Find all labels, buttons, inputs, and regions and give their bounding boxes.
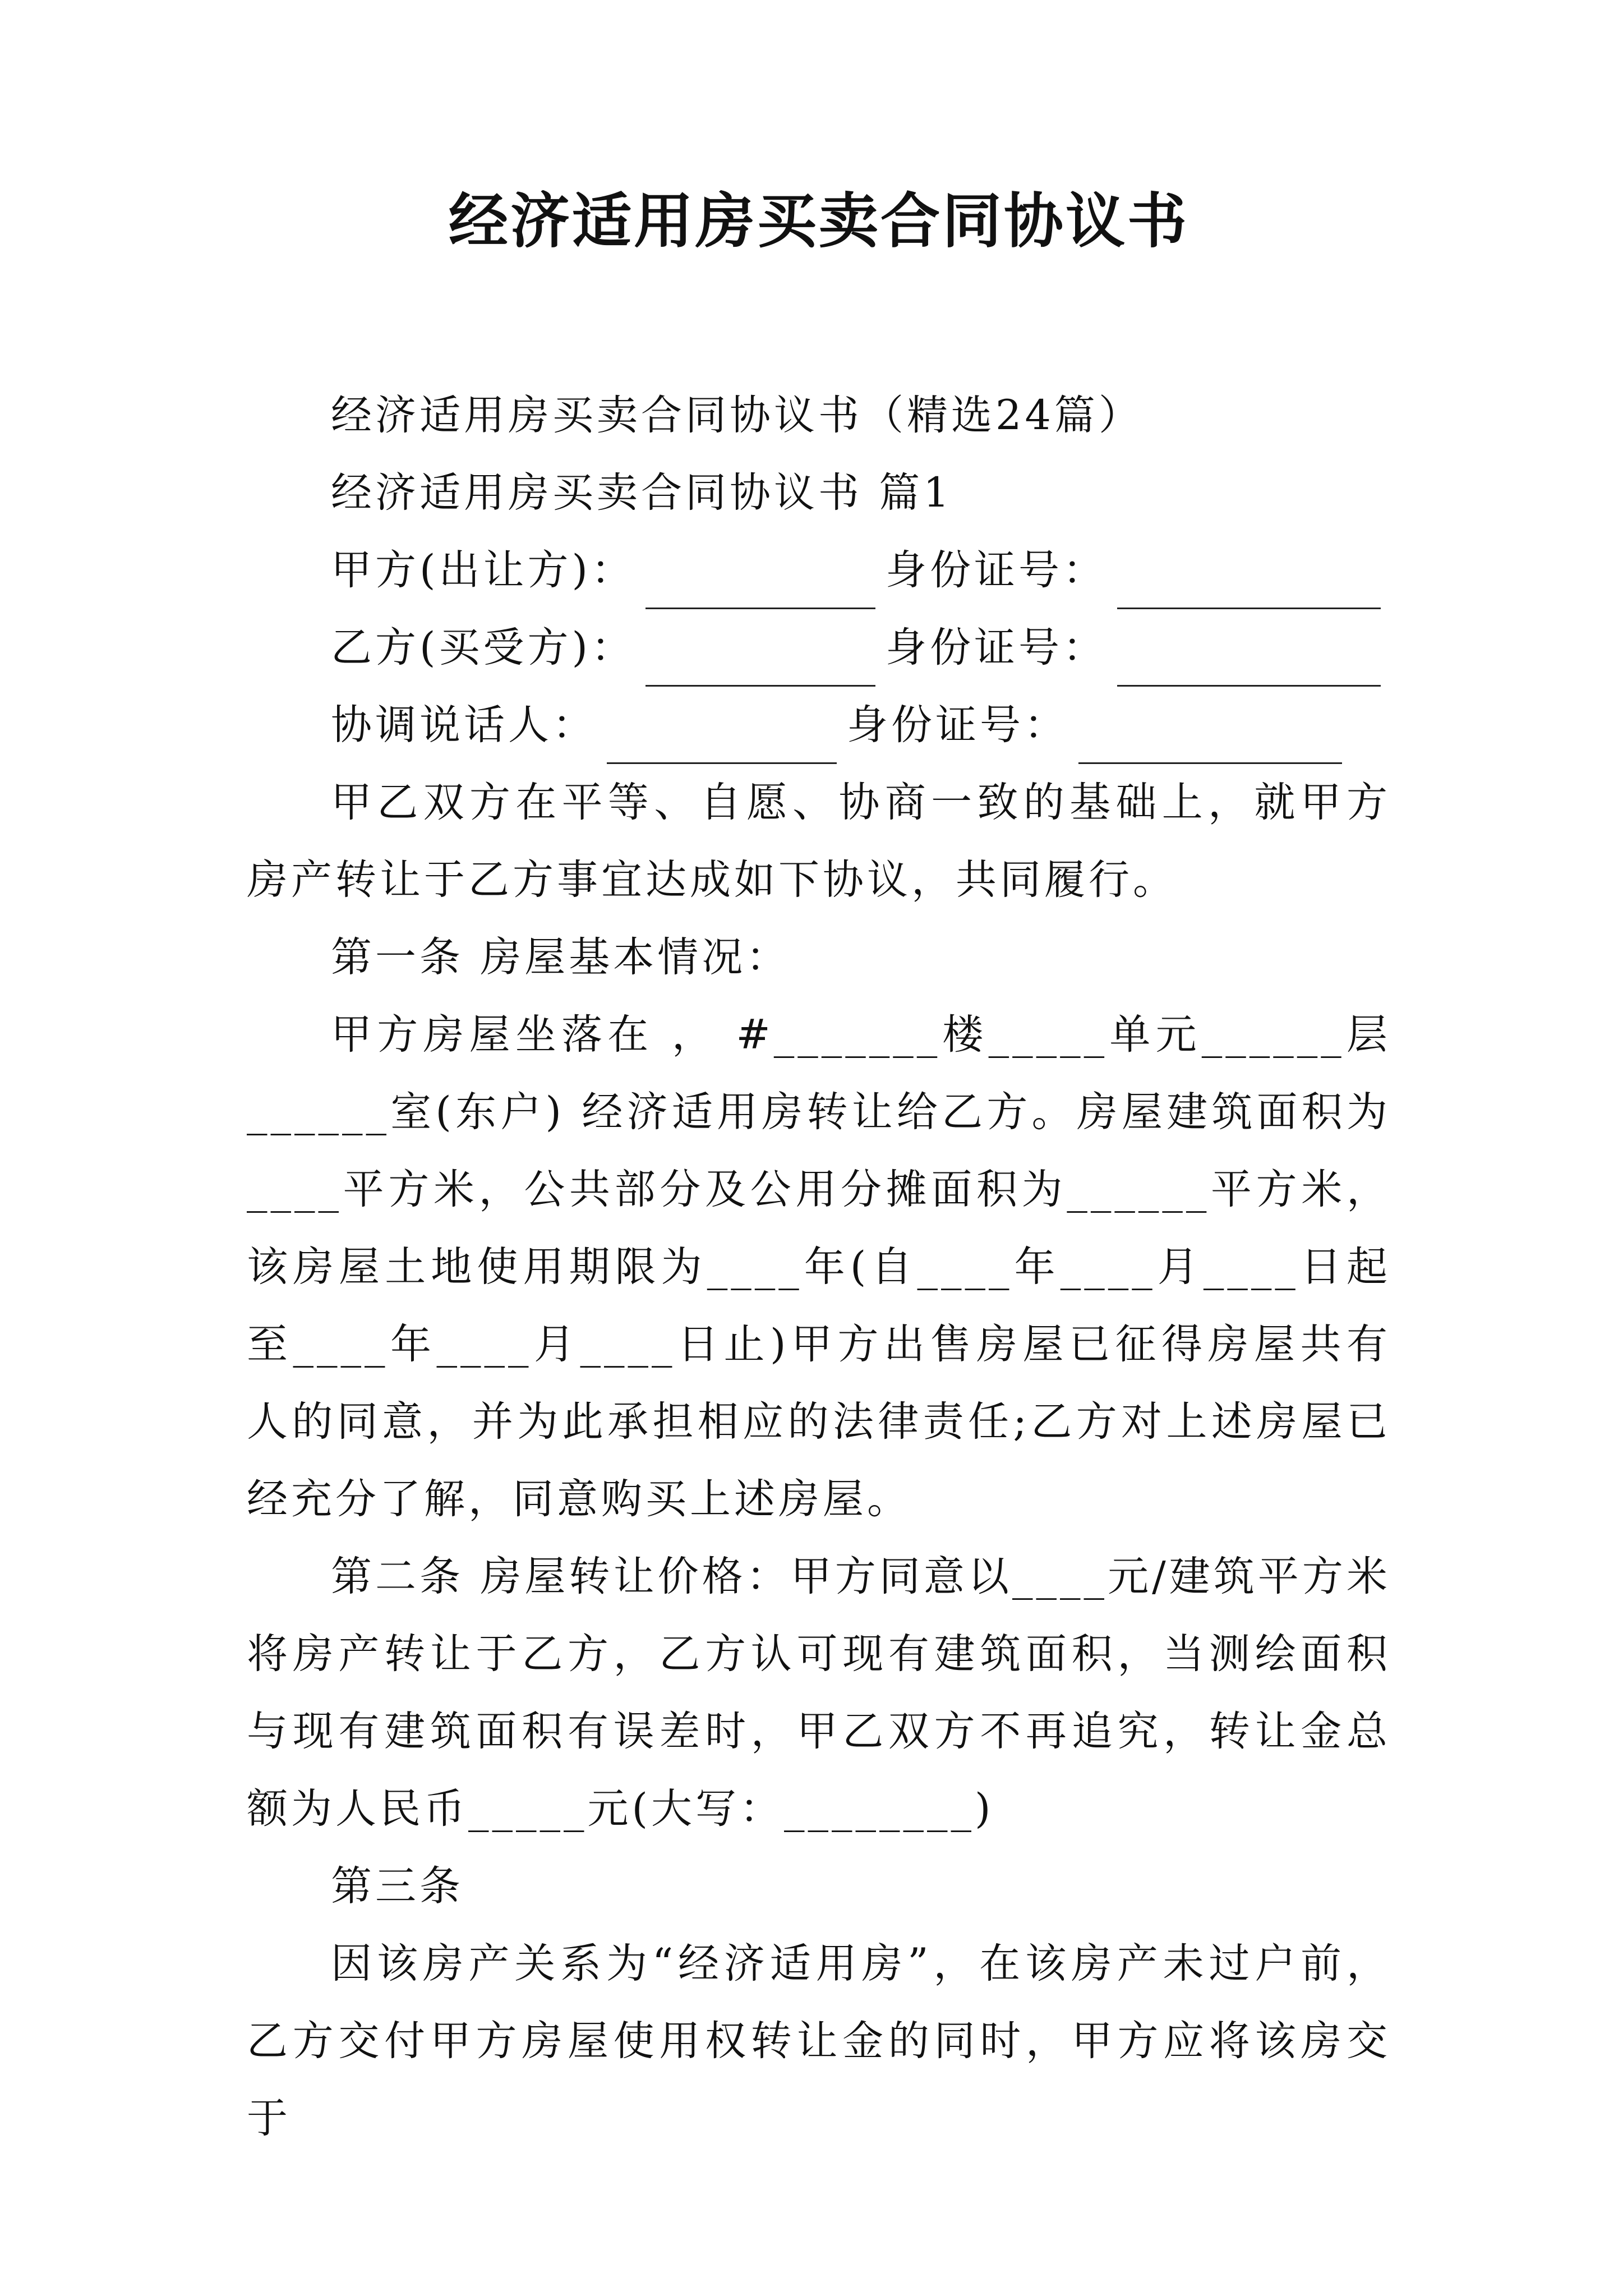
document-title: 经济适用房买卖合同协议书: [449, 186, 1189, 256]
party-b-id-label: 身份证号：: [885, 624, 1107, 672]
mediator-label: 协调说话人：: [331, 701, 597, 749]
party-b-name-blank: [645, 646, 875, 687]
document-page: [247, 185, 1391, 2157]
party-b-id-blank: [1117, 646, 1381, 687]
party-a-name-blank: [645, 568, 875, 609]
article1-heading: 第一条 房屋基本情况：: [331, 933, 791, 982]
article2-paragraph: 第二条 房屋转让价格：甲方同意以____元/建筑平方米将房产转让于乙方，乙方认可现有建筑面积，当测绘面积与现有建筑面积有误差时，甲乙双方不再追究，转让金总额为人民币_____元(大写：________): [247, 1553, 1391, 1833]
party-a-id-blank: [1117, 568, 1381, 609]
section-heading: 经济适用房买卖合同协议书 篇1: [331, 469, 953, 517]
party-a-label: 甲方(出让方)：: [331, 546, 635, 595]
article3-heading: 第三条: [331, 1862, 464, 1911]
article1-body: 甲方房屋坐落在 ， #_______楼_____单元______层______室(东户) 经济适用房转让给乙方。房屋建筑面积为____平方米，公共部分及公用分摊面积为______平方米，该房屋土地使用期限为____年(自____年____月____日起至____年____月____日止)甲方出售房屋已征得房屋共有人的同意，并为此承担相应的法律责任;乙方对上述房屋已经充分了解，同意购买上述房屋。: [247, 1011, 1391, 1524]
mediator-id-blank: [1078, 723, 1342, 764]
party-b-label: 乙方(买受方)：: [331, 624, 635, 672]
article3-body: 因该房产关系为“经济适用房”，在该房产未过户前，乙方交付甲方房屋使用权转让金的同时，甲方应将该房交于: [247, 1940, 1391, 2143]
party-b-line: [247, 609, 1391, 687]
party-a-id-label: 身份证号：: [885, 546, 1107, 595]
mediator-line: [247, 687, 1391, 764]
party-a-line: [247, 532, 1391, 609]
mediator-id-label: 身份证号：: [847, 701, 1068, 749]
subtitle: 经济适用房买卖合同协议书（精选24篇）: [331, 392, 1143, 440]
mediator-name-blank: [607, 723, 837, 764]
intro-paragraph: 甲乙双方在平等、自愿、协商一致的基础上，就甲方房产转让于乙方事宜达成如下协议，共同履行。: [247, 779, 1391, 904]
